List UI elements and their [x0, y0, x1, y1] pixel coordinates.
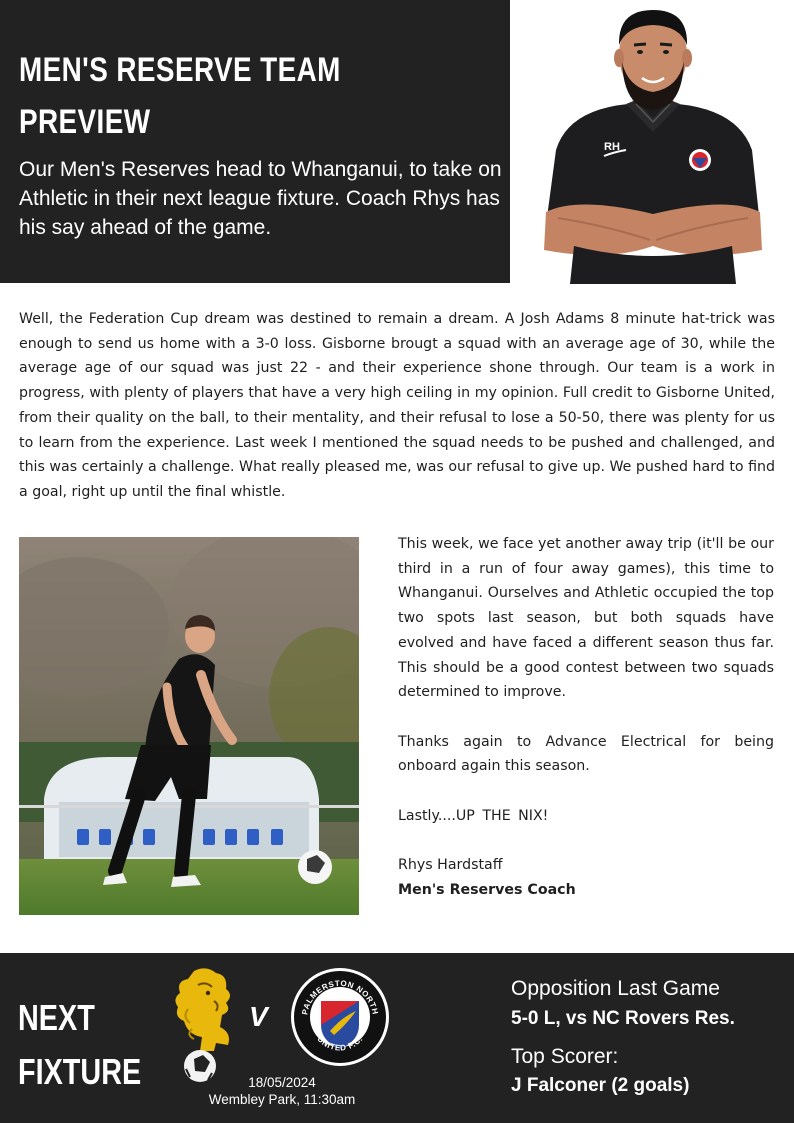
opposition-last-game-label: Opposition Last Game — [511, 977, 720, 1000]
next-fixture-heading: NEXT FIXTURE — [18, 997, 142, 1092]
top-scorer-label: Top Scorer: — [511, 1045, 619, 1068]
article-paragraph: This week, we face yet another away trip (it'll be our third in a run of four away games), this time to Whanganui. Ourselves and Athletic occupied the top two spots last season, but both squads have evolved and have faced a different season thus far. This should be a good contest between two squads determined to improve. — [398, 536, 774, 701]
fixture-date: 18/05/2024 — [248, 1075, 316, 1090]
signature-role: Men's Reserves Coach — [398, 881, 576, 898]
top-scorer-value: J Falconer (2 goals) — [511, 1075, 690, 1096]
header-panel — [0, 0, 510, 283]
signature-name: Rhys Hardstaff — [398, 857, 503, 874]
sponsor-paragraph: Thanks again to Advance Electrical for being onboard again this season. — [398, 733, 774, 775]
palmerston-north-badge-icon — [290, 967, 390, 1067]
versus-label: V — [249, 1001, 268, 1032]
article-intro: Well, the Federation Cup dream was destined to remain a dream. A Josh Adams 8 minute hat-trick was enough to send us home with a 3-0 loss. Gisborne brougt a squad with an average age of 30, while the average age of our squad was just 22 - and their experience shone through. Our team is a work in progress, with plenty of players that have a very high ceiling in my opinion. Full credit to Gisborne United, from their quality on the ball, to their mentality, and their refusal to lose a 50-50, there was plenty for us to learn from the experience. Last week I mentioned the squad needs to be pushed and challenged, and this was certainly a challenge. What really pleased me, was our refusal to give up. We pushed hard to find a goal, right up until the final whistle. — [19, 311, 776, 500]
article-right-column — [398, 532, 774, 902]
badge-top-text: PALMERSTON NORTH — [300, 978, 380, 1016]
lion-crest-icon — [170, 965, 238, 1085]
opposition-last-game-value: 5-0 L, vs NC Rovers Res. — [511, 1008, 735, 1029]
coach-portrait — [538, 0, 768, 284]
badge-bottom-text: UNITED F.C. — [315, 1034, 365, 1053]
fixture-panel — [0, 953, 794, 1123]
fixture-venue: Wembley Park, 11:30am — [208, 1092, 356, 1107]
match-photo — [19, 537, 359, 915]
closing-line: Lastly....UP THE NIX! — [398, 807, 549, 824]
page-title: MEN'S RESERVE TEAM PREVIEW — [19, 51, 341, 141]
page-subtitle: Our Men's Reserves head to Whanganui, to take on Athletic in their next league fixture. Coach Rhys has his say ahead of the game. — [19, 158, 502, 239]
shirt-initials: RH — [604, 141, 620, 153]
